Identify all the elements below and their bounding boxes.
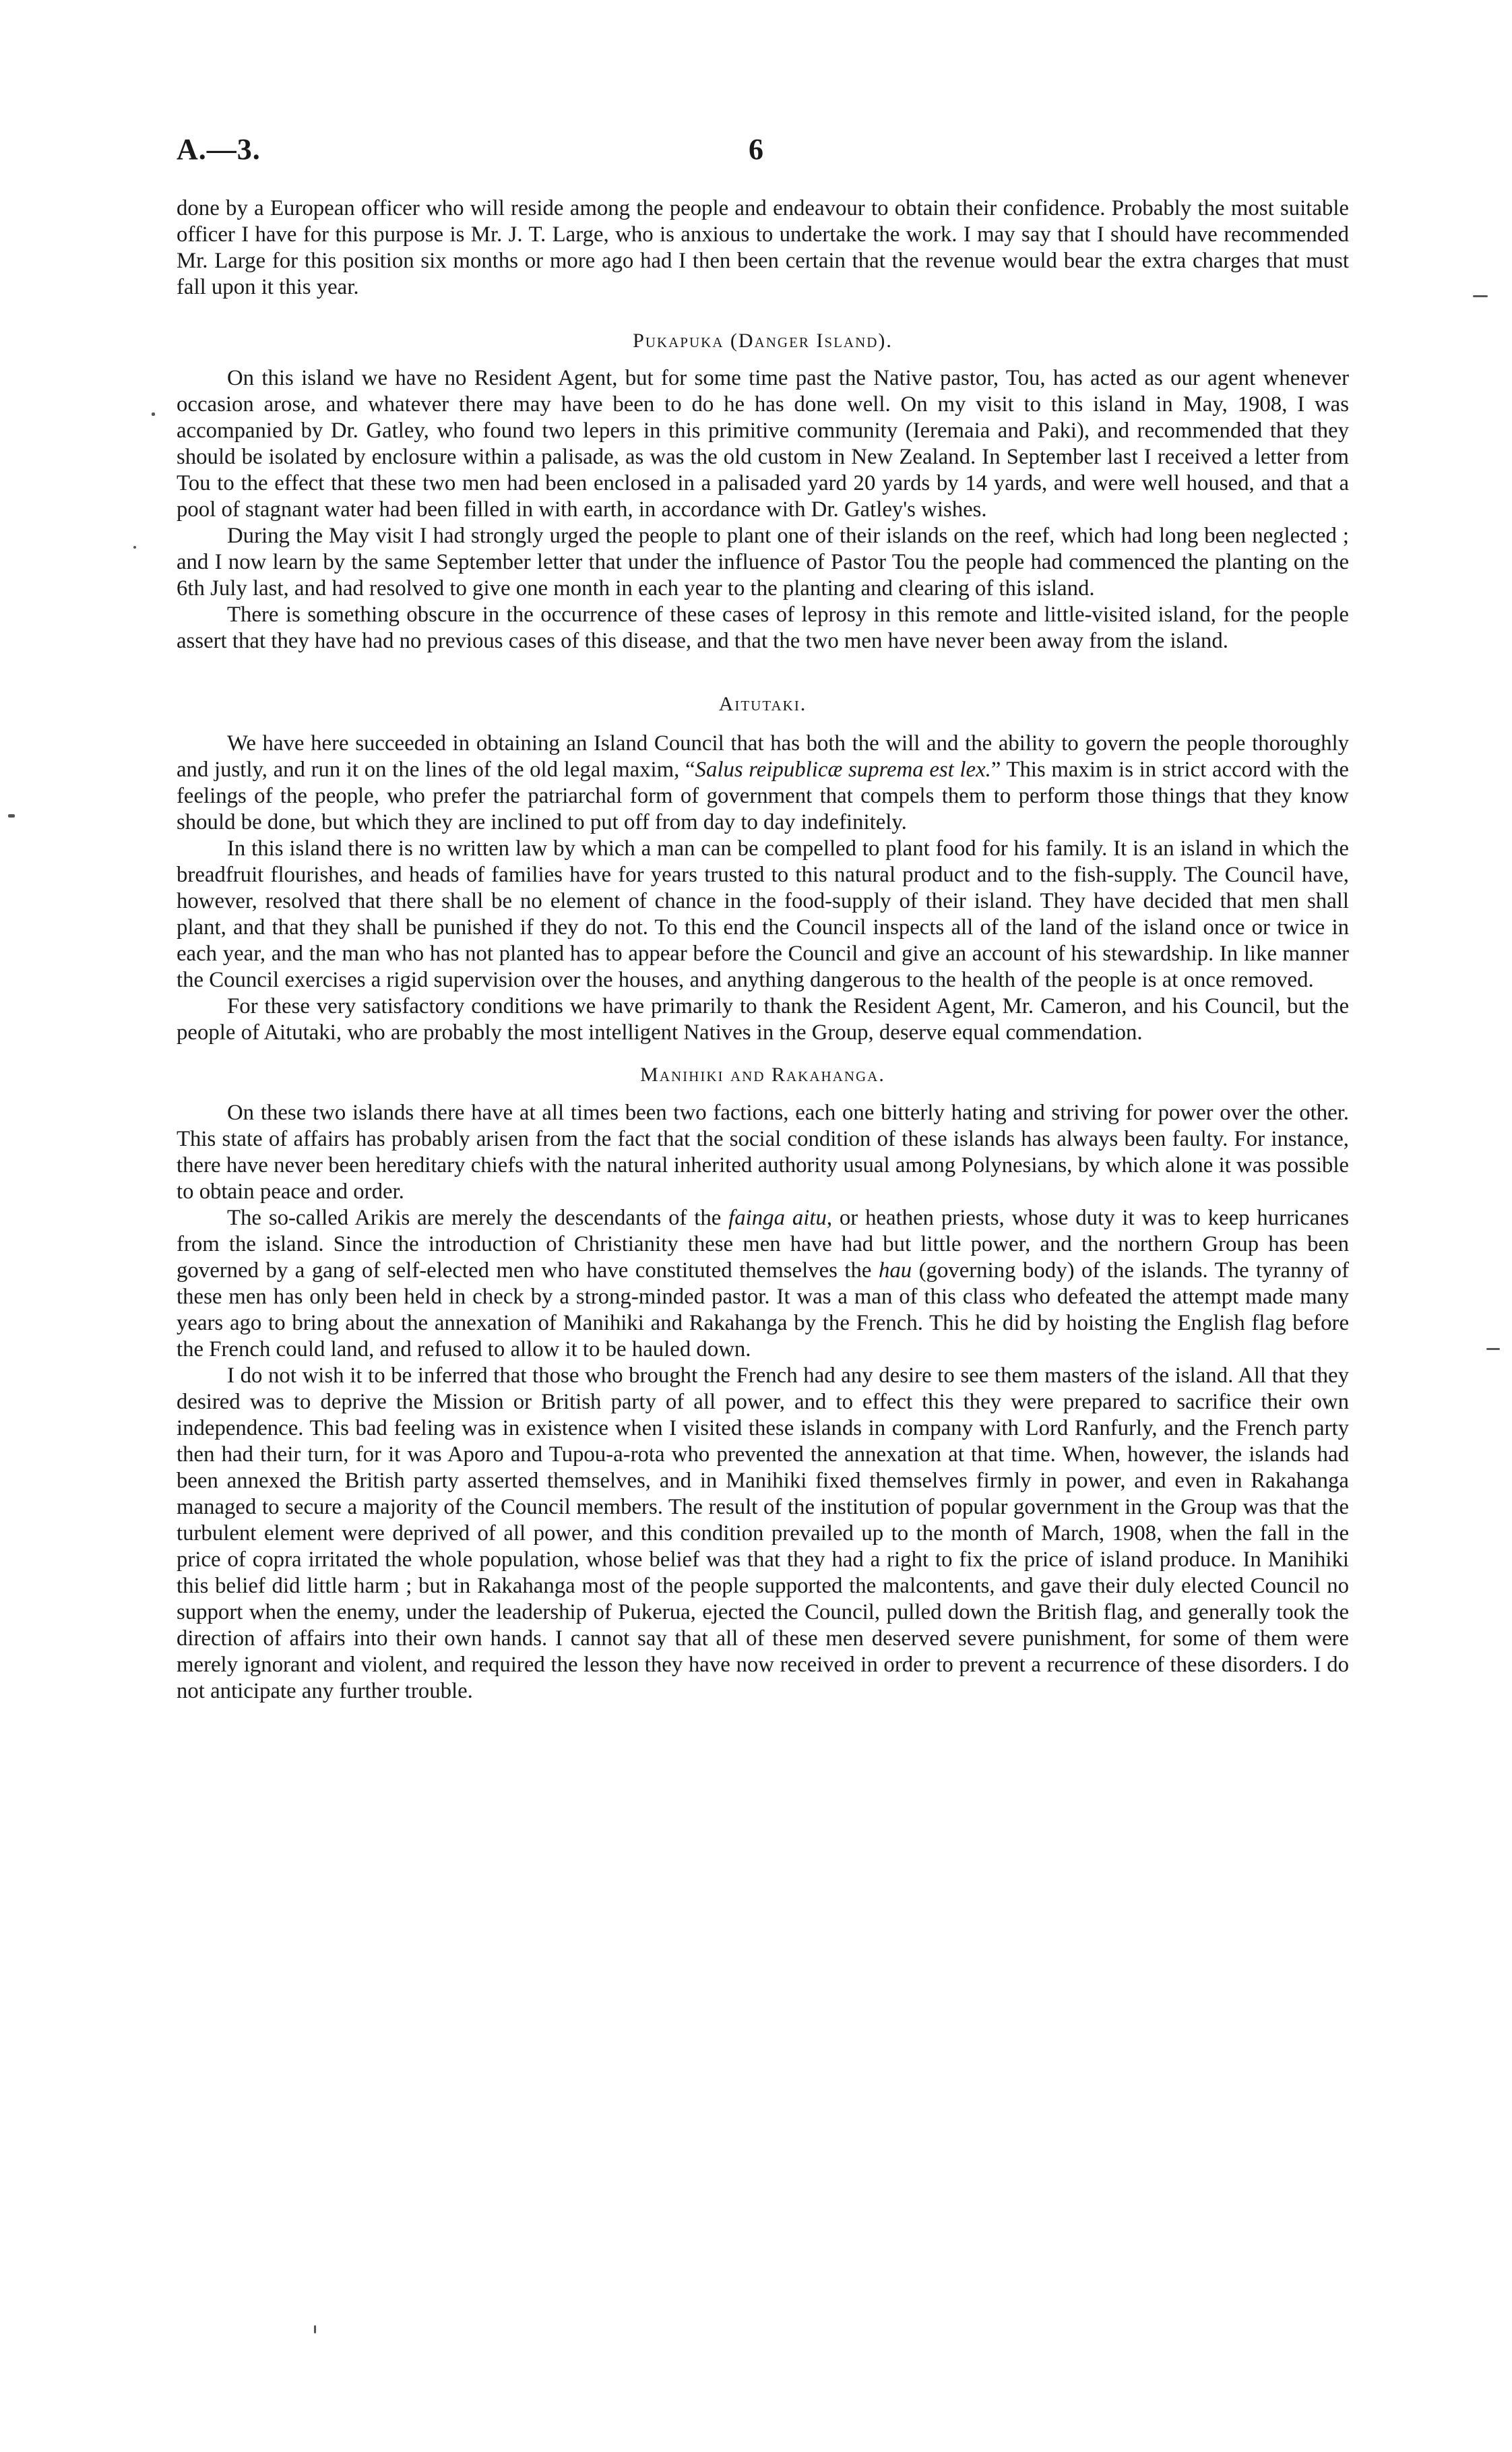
latin-maxim: Salus reipublicæ suprema est lex. — [695, 758, 991, 782]
term-fainga-aitu: fainga aitu — [728, 1206, 827, 1230]
manihiki-p2-text-b: , or heathen priests, whose duty it was to keep hurricanes from the island. Since the introduction of Christianity these men have had but little power, and the northern Group has been governed by a gang of self-elected men who have constituted themselves the — [177, 1206, 1349, 1283]
scan-mark — [133, 546, 136, 549]
pukapuka-paragraph-1: On this island we have no Resident Agent, but for some time past the Native pastor, Tou, has acted as our agent whenever occasion arose, and whatever there may have been to do he has done well. On my visit to this island in May, 1908, I was accompanied by Dr. Gatley, who found two lepers in this primitive community (Ieremaia and Paki), and recommended that they should be isolated by enclosure within a palisade, as was the old custom in New Zealand. In September last I received a letter from Tou to the effect that these two men had been enclosed in a palisaded yard 20 yards by 14 yards, and were well housed, and that a pool of stagnant water had been filled in with earth, in accordance with Dr. Gatley's wishes. — [177, 366, 1349, 522]
manihiki-p2-text-a: The so-called Arikis are merely the descendants of the — [227, 1206, 729, 1230]
section-heading-manihiki: Manihiki and Rakahanga. — [640, 1064, 885, 1086]
scan-mark — [314, 2325, 316, 2333]
manihiki-paragraph-1: On these two islands there have at all times been two factions, each one bitterly hating and striving for power over the other. This state of affairs has probably arisen from the fact that the social condition of these islands has always been faulty. For instance, there have never been hereditary chiefs with the natural inherited authority usual among Polynesians, by which alone it was possible to obtain peace and order. — [177, 1101, 1349, 1204]
scan-mark — [1473, 295, 1488, 297]
page-number: 6 — [749, 133, 763, 166]
aitutaki-paragraph-1 — [177, 731, 1349, 836]
term-hau: hau — [878, 1258, 912, 1283]
pukapuka-paragraph-2: During the May visit I had strongly urged the people to plant one of their islands on the reef, which had long been neglected ; and I now learn by the same September letter that under the influence of Pastor Tou the people had commenced the planting on the 6th July last, and had resolved to give one month in each year to the planting and clearing of this island. — [177, 524, 1349, 601]
scan-mark — [1486, 1348, 1500, 1350]
section-heading-aitutaki: Aitutaki. — [718, 693, 807, 715]
continued-paragraph: done by a European officer who will reside among the people and endeavour to obtain their confidence. Probably the most suitable officer I have for this purpose is Mr. J. T. Large, who is anxious to undertake the work. I may say that I should have recommended Mr. Large for this position six months or more ago had I then been certain that the revenue would bear the extra charges that must fall upon it this year. — [177, 196, 1349, 299]
manihiki-paragraph-2 — [177, 1205, 1349, 1363]
aitutaki-paragraph-2: In this island there is no written law by which a man can be compelled to plant food for his family. It is an island in which the breadfruit flourishes, and heads of families have for years trusted to this natural product and to the fish-supply. The Council have, however, resolved that there shall be no element of chance in the food-supply of their island. They have decided that men shall plant, and that they shall be punished if they do not. To this end the Council inspects all of the land of the island once or twice in each year, and the man who has not planted has to appear before the Council and give an account of his stewardship. In like manner the Council exercises a rigid supervision over the houses, and anything dangerous to the health of the people is at once removed. — [177, 836, 1349, 992]
manihiki-paragraph-3: I do not wish it to be inferred that those who brought the French had any desire to see them masters of the island. All that they desired was to deprive the Mission or British party of all power, and to effect this they were prepared to sacrifice their own independence. This bad feeling was in existence when I visited these islands in company with Lord Ranfurly, and the French party then had their turn, for it was Aporo and Tupou-a-rota who prevented the annexation at that time. When, however, the islands had been annexed the British party asserted themselves, and in Manihiki fixed themselves firmly in power, and even in Rakahanga managed to secure a majority of the Council members. The result of the institution of popular government in the Group was that the turbulent element were deprived of all power, and this condition prevailed up to the month of March, 1908, when the fall in the price of copra irritated the whole population, whose belief was that they had a right to fix the price of island produce. In Manihiki this belief did little harm ; but in Rakahanga most of the people supported the malcontents, and gave their duly elected Council no support when the enemy, under the leadership of Pukerua, ejected the Council, pulled down the British flag, and generally took the direction of affairs into their own hands. I cannot say that all of these men deserved severe punishment, for some of them were merely ignorant and violent, and required the lesson they have now received in order to prevent a recurrence of these disorders. I do not anticipate any further trouble. — [177, 1363, 1349, 1703]
page-header — [177, 132, 1335, 173]
scan-mark — [8, 814, 15, 818]
pukapuka-paragraph-3: There is something obscure in the occurrence of these cases of leprosy in this remote and little-visited island, for the people assert that they have had no previous cases of this disease, and that the two men have never been away from the island. — [177, 603, 1349, 653]
section-heading-pukapuka: Pukapuka (Danger Island). — [633, 330, 893, 352]
aitutaki-p1-text-b: ” This maxim is in strict accord with the feelings of the people, who prefer the patriarchal form of government that compels them to perform those things that they know should be done, but which they are inclined to put off from day to day indefinitely. — [177, 758, 1349, 834]
manihiki-p2-text-c: (governing body) of the islands. The tyranny of these men has only been held in check by a strong-minded pastor. It was a man of this class who defeated the attempt made many years ago to bring about the annexation of Manihiki and Rakahanga by the French. This he did by hoisting the English flag before the French could land, and refused to allow it to be hauled down. — [177, 1258, 1350, 1361]
document-reference: A.—3. — [177, 133, 261, 166]
aitutaki-paragraph-3: For these very satisfactory conditions we have primarily to thank the Resident Agent, Mr. Cameron, and his Council, but the people of Aitutaki, who are probably the most intelligent Natives in the Group, deserve equal commendation. — [177, 994, 1349, 1045]
scan-mark — [152, 412, 155, 416]
page-body — [177, 195, 1349, 1705]
aitutaki-p1-text-a: We have here succeeded in obtaining an Island Council that has both the will and the ability to govern the people thoroughly and justly, and run it on the lines of the old legal maxim, “ — [177, 731, 1349, 782]
